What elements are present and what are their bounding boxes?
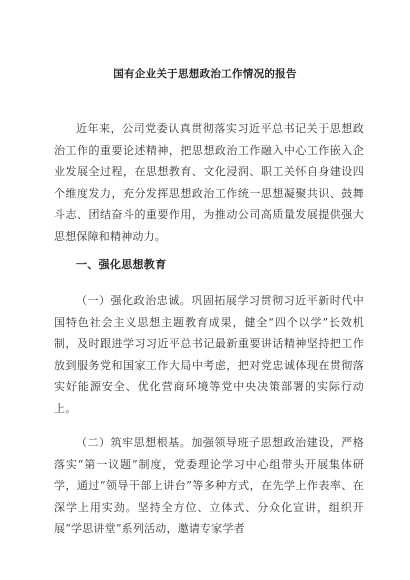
section-heading: 一、强化思想教育 [76,258,167,271]
section-paragraph: （二）筑牢思想根基。加强领导班子思想政治建设，严格落实“第一议题”制度，党委理论学习中心组带头开展集体研学，通过“领导干部上讲台”等多种方式，在先学上作表率、在深学上用实劲。坚持全方位、立体式、分众化宣讲，组织开展“学思讲堂”系列活动，邀请专家学者 [54,436,364,535]
section-paragraph: （一）强化政治忠诚。巩固拓展学习贯彻习近平新时代中国特色社会主义思想主题教育成果，健全“四个以学”长效机制，及时跟进学习习近平总书记最新重要讲话精神坚持把工作放到服务党和国家工作大局中考虑，把对党忠诚体现在贯彻落实好能源安全、优化营商环境等党中央决策部署的实际行动上。 [54,294,364,415]
intro-paragraph: 近年来，公司党委认真贯彻落实习近平总书记关于思想政治工作的重要论述精神，把思想政治工作融入中心工作嵌入企业发展全过程，在思想教育、文化浸润、职工关怀自身建设四个维度发力，充分发挥思想政治工作统一思想凝聚共识、鼓舞斗志、团结奋斗的重要作用，为推动公司高质量发展提供强大思想保障和精神动力。 [54,122,364,243]
document-title: 国有企业关于思想政治工作情况的报告 [113,68,297,80]
